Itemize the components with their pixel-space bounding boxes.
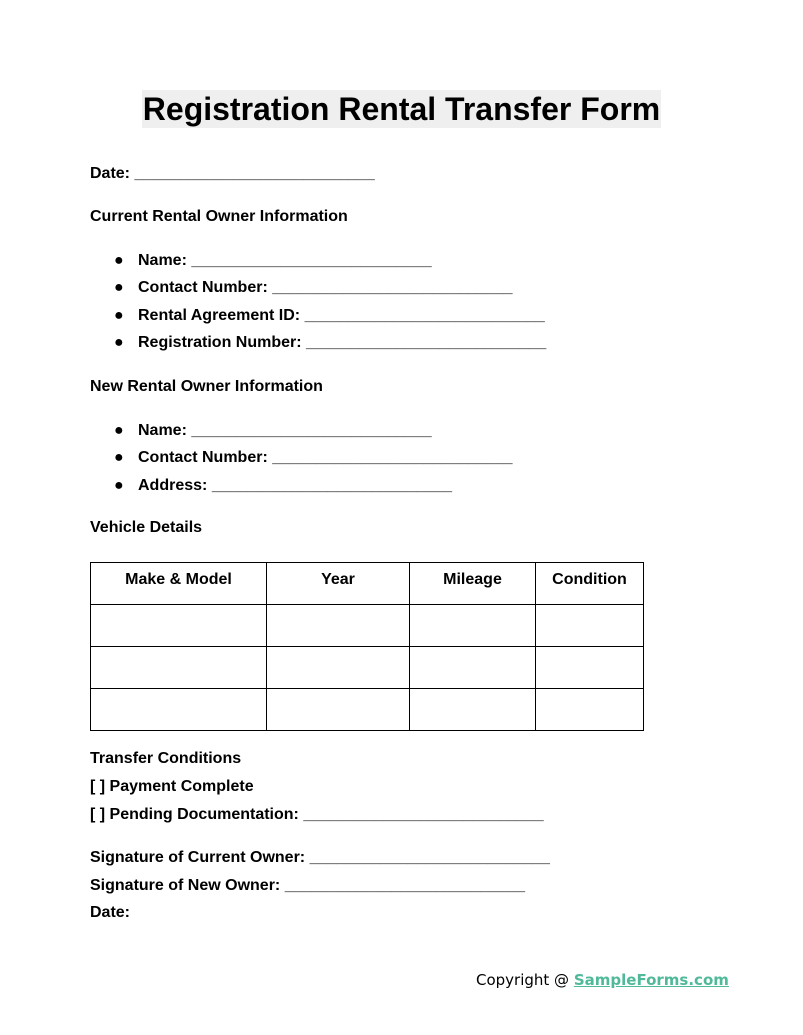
- table-row: [91, 647, 644, 689]
- table-header-row: [91, 563, 644, 605]
- vehicle-table: [90, 562, 644, 731]
- current-owner-registration-row: [114, 334, 546, 352]
- bullet-icon: ●: [114, 334, 124, 351]
- current-owner-signature-blank[interactable]: ___________________________: [309, 849, 550, 866]
- column-header: Mileage: [410, 563, 536, 605]
- table-cell[interactable]: [91, 605, 267, 647]
- new-owner-name-blank[interactable]: ___________________________: [191, 422, 432, 439]
- signature-date-blank[interactable]: ___________________________: [134, 904, 375, 918]
- column-header: Condition: [536, 563, 644, 605]
- bullet-icon: ●: [114, 449, 124, 466]
- field-label: Rental Agreement ID:: [138, 307, 301, 324]
- new-owner-signature-blank[interactable]: ___________________________: [284, 877, 525, 894]
- table-cell[interactable]: [410, 689, 536, 731]
- table-cell[interactable]: [267, 647, 410, 689]
- new-owner-address-blank[interactable]: ___________________________: [211, 477, 453, 494]
- new-owner-address-row: [114, 477, 452, 495]
- table-cell[interactable]: [410, 605, 536, 647]
- copyright-text: Copyright @: [476, 971, 570, 989]
- field-label: Name:: [138, 422, 187, 439]
- current-owner-agreement-row: [114, 307, 545, 325]
- brand-link[interactable]: SampleForms.com: [573, 971, 729, 989]
- column-header: Year: [267, 563, 410, 605]
- signature-date-label: Date:: [90, 904, 131, 918]
- field-label: Contact Number:: [138, 279, 268, 296]
- current-owner-name-blank[interactable]: ___________________________: [191, 252, 432, 269]
- transfer-heading: Transfer Conditions: [90, 750, 242, 767]
- table-row: [91, 605, 644, 647]
- new-owner-heading: New Rental Owner Information: [90, 378, 323, 395]
- signature-date-clip: [90, 902, 490, 918]
- pending-documentation-row: [90, 806, 544, 824]
- current-owner-agreement-blank[interactable]: ___________________________: [304, 307, 545, 324]
- form-title: Registration Rental Transfer Form: [142, 91, 661, 127]
- new-owner-name-row: [114, 422, 432, 440]
- table-cell[interactable]: [91, 689, 267, 731]
- bullet-icon: ●: [114, 252, 124, 269]
- pending-documentation-blank[interactable]: ___________________________: [303, 806, 544, 823]
- new-owner-contact-blank[interactable]: ___________________________: [272, 449, 513, 466]
- new-owner-contact-row: [114, 449, 513, 467]
- table-cell[interactable]: [536, 647, 644, 689]
- field-label: Address:: [138, 477, 208, 494]
- signature-label: Signature of New Owner:: [90, 877, 281, 894]
- table-cell[interactable]: [410, 647, 536, 689]
- table-cell[interactable]: [267, 605, 410, 647]
- date-label: Date:: [90, 165, 131, 182]
- bullet-icon: ●: [114, 477, 124, 494]
- table-cell[interactable]: [267, 689, 410, 731]
- pending-documentation-checkbox[interactable]: [ ] Pending Documentation:: [90, 806, 299, 823]
- payment-complete-checkbox[interactable]: [ ] Payment Complete: [90, 778, 254, 795]
- current-owner-heading: Current Rental Owner Information: [90, 208, 348, 225]
- table-row: [91, 689, 644, 731]
- date-line: [90, 165, 375, 183]
- current-owner-signature-row: [90, 849, 550, 867]
- new-owner-signature-row: [90, 877, 525, 895]
- date-blank[interactable]: ___________________________: [134, 165, 375, 182]
- bullet-icon: ●: [114, 279, 124, 296]
- current-owner-name-row: [114, 252, 432, 270]
- signature-label: Signature of Current Owner:: [90, 849, 306, 866]
- signature-date-row: [90, 904, 375, 918]
- table-cell[interactable]: [91, 647, 267, 689]
- field-label: Name:: [138, 252, 187, 269]
- column-header: Make & Model: [91, 563, 267, 605]
- field-label: Registration Number:: [138, 334, 302, 351]
- current-owner-registration-blank[interactable]: ___________________________: [306, 334, 547, 351]
- form-title-wrap: [0, 90, 803, 128]
- copyright-footer: [476, 971, 729, 989]
- bullet-icon: ●: [114, 422, 124, 439]
- current-owner-contact-blank[interactable]: ___________________________: [272, 279, 513, 296]
- table-cell[interactable]: [536, 605, 644, 647]
- current-owner-contact-row: [114, 279, 513, 297]
- vehicle-heading: Vehicle Details: [90, 519, 203, 536]
- bullet-icon: ●: [114, 307, 124, 324]
- table-cell[interactable]: [536, 689, 644, 731]
- field-label: Contact Number:: [138, 449, 268, 466]
